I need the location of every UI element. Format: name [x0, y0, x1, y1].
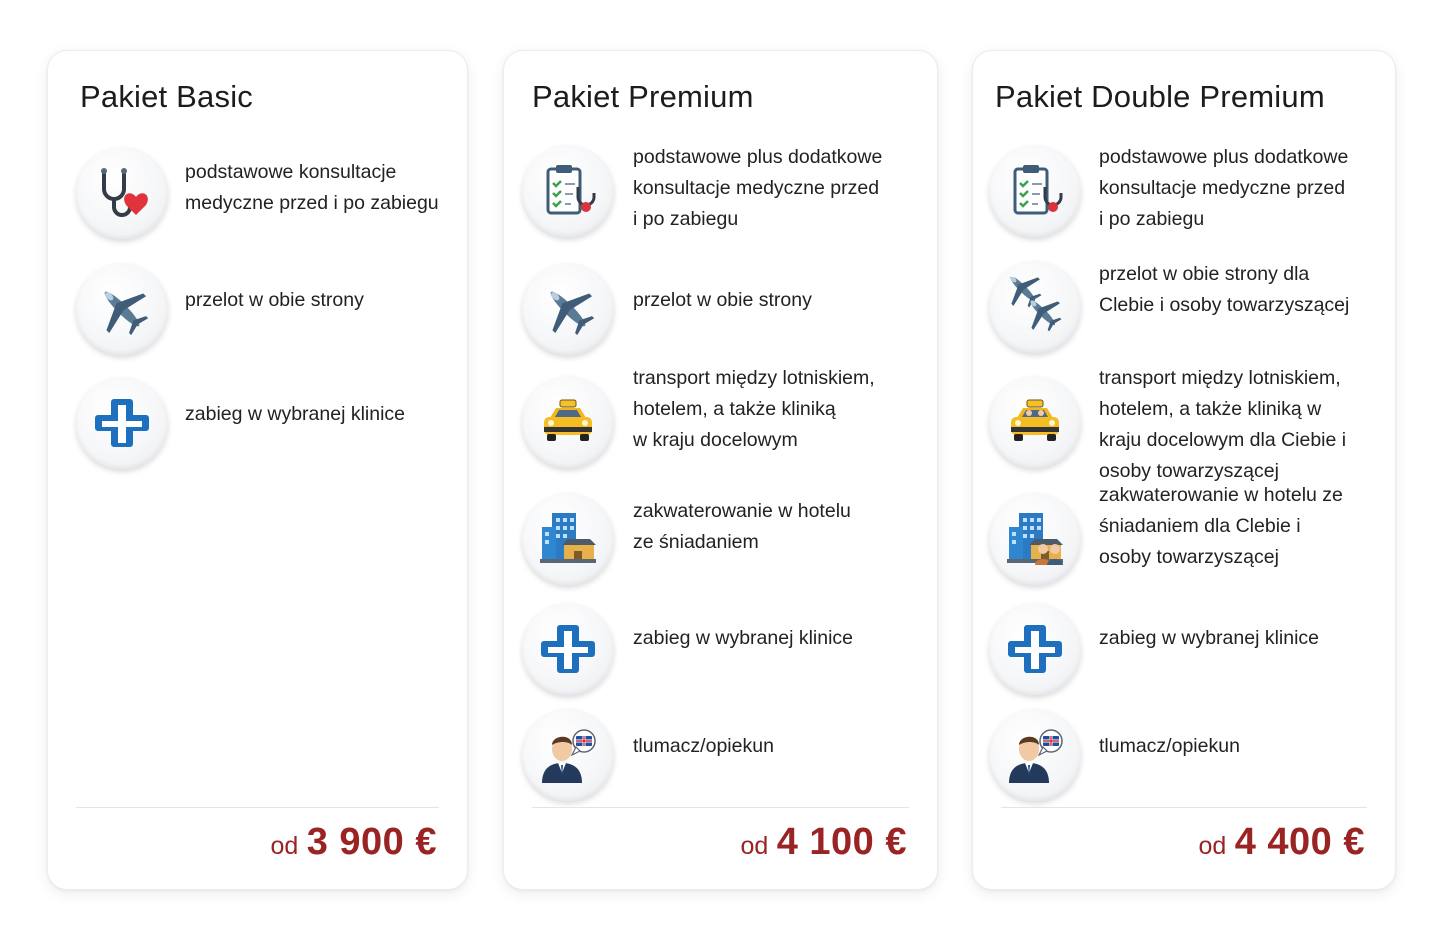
package-card-double-premium [972, 50, 1396, 890]
price-divider [532, 807, 909, 808]
feature-medical-consultation [504, 145, 937, 237]
two-airplanes-icon [989, 261, 1081, 353]
feature-text: tlumacz/opiekun [1099, 735, 1240, 757]
taxi-icon [522, 376, 614, 468]
feature-medical-consultation [48, 147, 467, 239]
feature-transport [973, 367, 1395, 482]
feature-text: podstawowe plus dodatkowe konsultacje medyczne przed i po zabiegu [633, 146, 883, 230]
feature-hotel [973, 484, 1395, 585]
price-amount: 4 100 € [776, 821, 907, 863]
card-title: Pakiet Double Premium [995, 79, 1325, 114]
price-prefix: od [1198, 832, 1227, 860]
medical-cross-icon [522, 603, 614, 695]
feature-procedure [973, 603, 1395, 695]
clipboard-stethoscope-icon [989, 145, 1081, 237]
feature-translator [504, 709, 937, 801]
airplane-icon [76, 263, 168, 355]
feature-text: przelot w obie strony [185, 289, 364, 311]
feature-text: zabieg w wybranej klinice [1099, 627, 1320, 649]
feature-text: przelot w obie strony dla Clebie i osoby towarzyszącej [1099, 263, 1350, 316]
clipboard-stethoscope-icon [522, 145, 614, 237]
feature-text: zabieg w wybranej klinice [633, 627, 854, 649]
price-prefix: od [270, 832, 299, 860]
feature-flight [973, 261, 1395, 353]
medical-cross-icon [76, 377, 168, 469]
feature-transport [504, 367, 937, 468]
feature-text: przelot w obie strony [633, 289, 812, 311]
feature-text: podstawowe konsultacje medyczne przed i po zabiegu [185, 161, 439, 214]
price [740, 821, 907, 864]
feature-text: transport między lotniskiem, hotelem, a także kliniką w kraju docelowym [633, 367, 875, 451]
feature-text: tlumacz/opiekun [633, 735, 774, 757]
feature-text: zakwaterowanie w hotelu ze śniadaniem [633, 500, 851, 553]
taxi-passengers-icon [989, 376, 1081, 468]
airplane-icon [522, 263, 614, 355]
price-divider [76, 807, 439, 808]
price-prefix: od [740, 832, 769, 860]
package-card-premium [503, 50, 938, 890]
price-divider [1001, 807, 1367, 808]
feature-text: zakwaterowanie w hotelu ze śniadaniem dla Clebie i osoby towarzyszącej [1099, 484, 1343, 568]
feature-procedure [504, 603, 937, 695]
feature-medical-consultation [973, 145, 1395, 237]
feature-procedure [48, 377, 467, 469]
hotel-icon [522, 493, 614, 585]
card-title: Pakiet Basic [80, 79, 253, 114]
feature-hotel [504, 493, 937, 585]
stethoscope-heart-icon [76, 147, 168, 239]
feature-flight [504, 263, 937, 355]
translator-icon [989, 709, 1081, 801]
card-title: Pakiet Premium [532, 79, 754, 114]
feature-translator [973, 709, 1395, 801]
feature-text: podstawowe plus dodatkowe konsultacje medyczne przed i po zabiegu [1099, 146, 1349, 230]
feature-flight [48, 263, 467, 355]
feature-text: transport między lotniskiem, hotelem, a także kliniką w kraju docelowym dla Ciebie i osoby towarzyszącej [1099, 367, 1347, 482]
medical-cross-icon [989, 603, 1081, 695]
feature-text: zabieg w wybranej klinice [185, 403, 406, 425]
price [270, 821, 437, 864]
translator-icon [522, 709, 614, 801]
price [1198, 821, 1365, 864]
price-amount: 3 900 € [306, 821, 437, 863]
hotel-guests-icon [989, 493, 1081, 585]
price-amount: 4 400 € [1234, 821, 1365, 863]
package-card-basic [47, 50, 468, 890]
